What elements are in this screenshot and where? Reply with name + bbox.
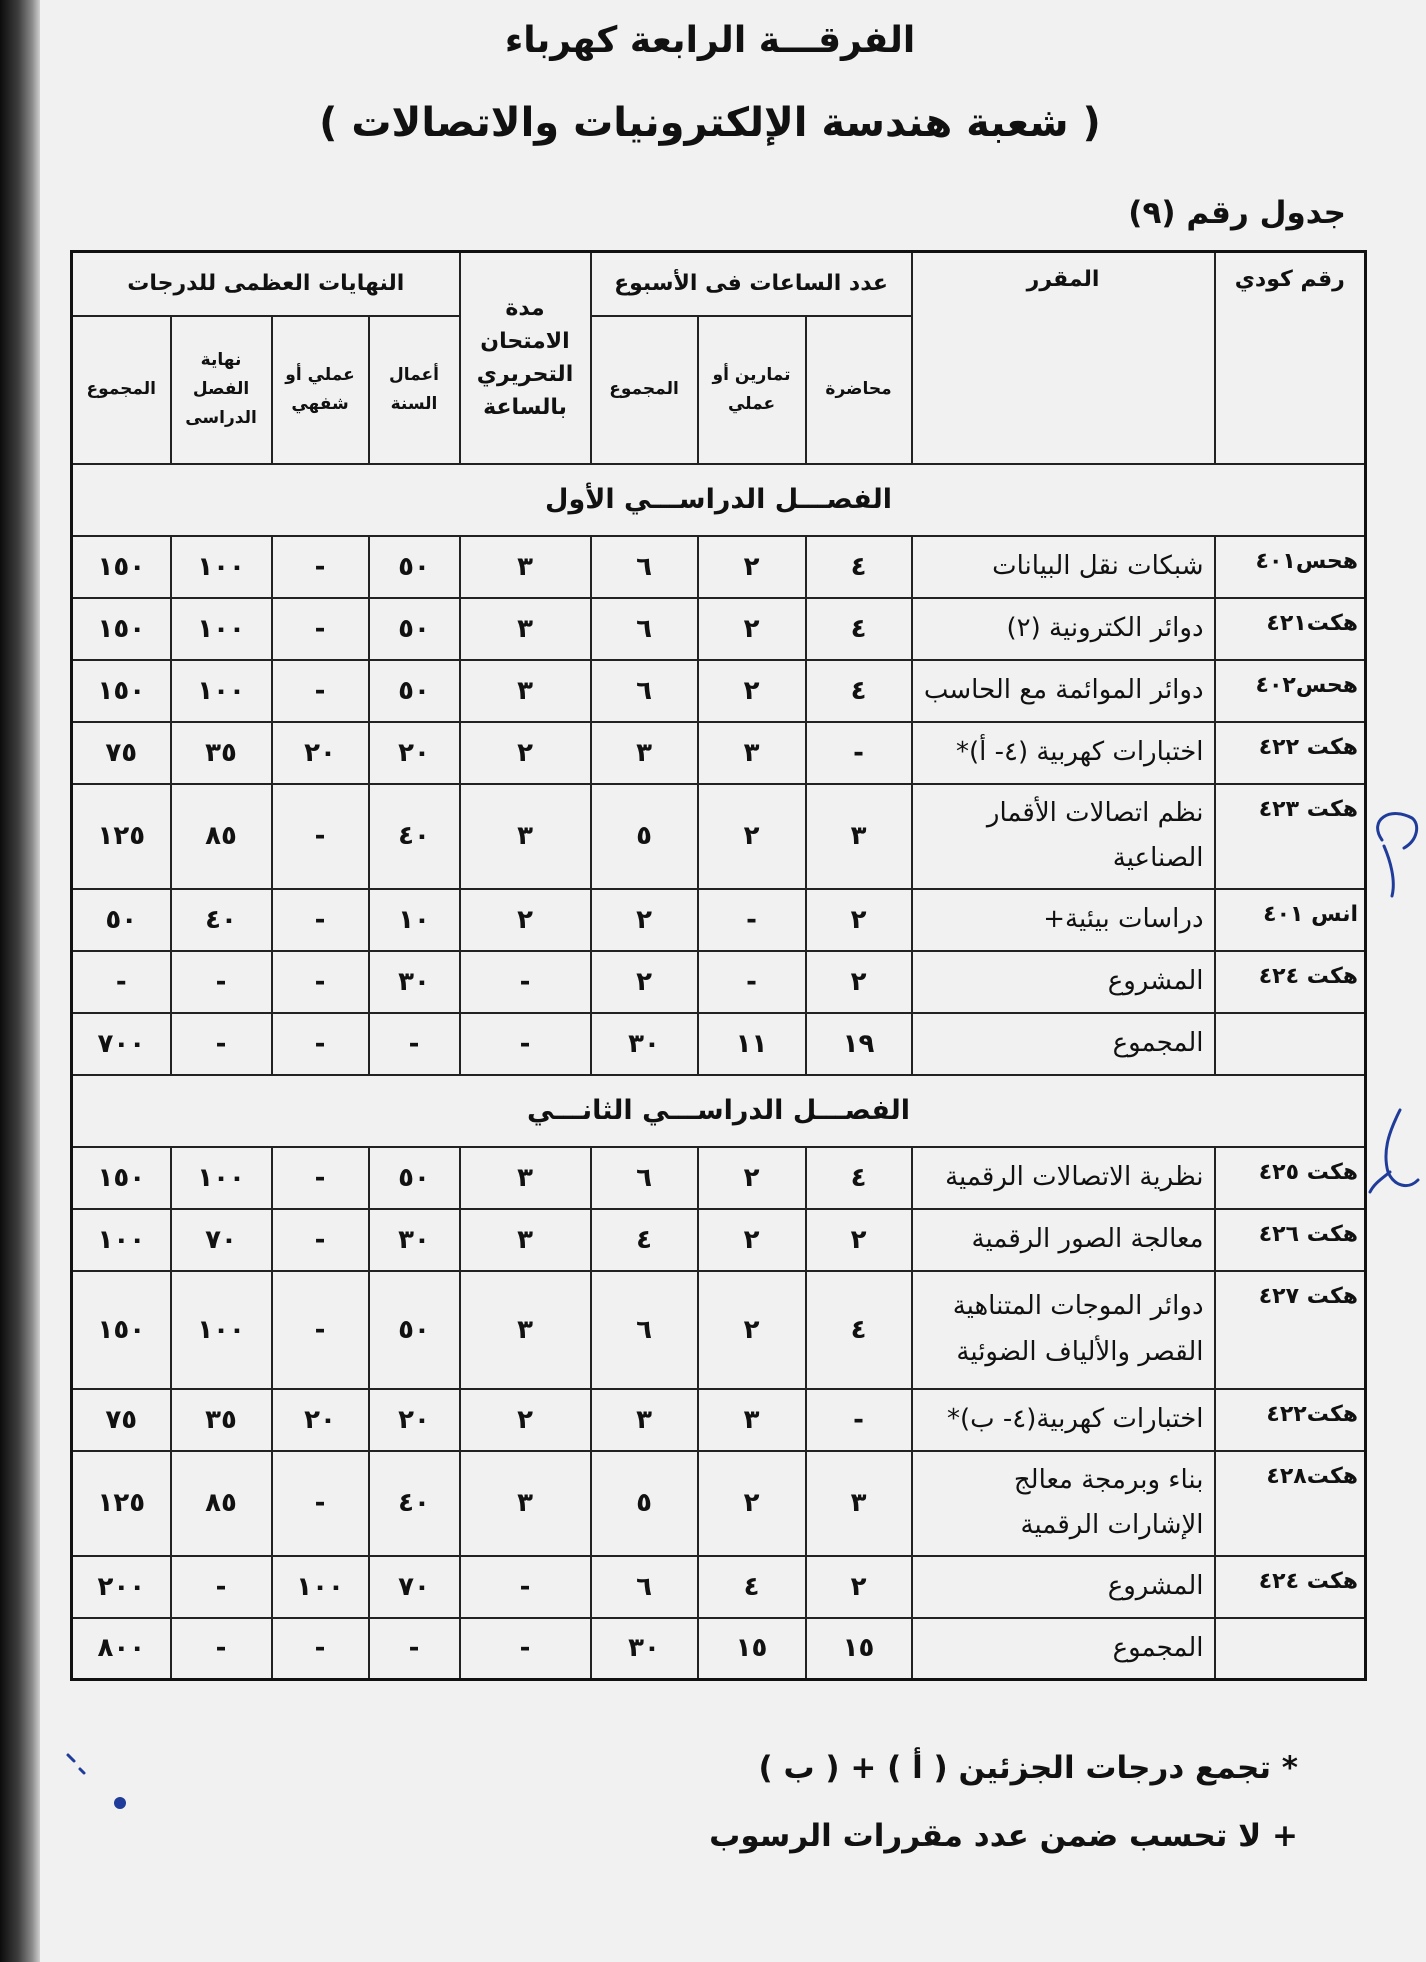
total-grade: ٥٠ bbox=[72, 889, 171, 951]
year-work-grade: ٢٠ bbox=[369, 722, 460, 784]
total-hours: ٤ bbox=[591, 1209, 698, 1271]
total-hours: ٦ bbox=[591, 1556, 698, 1618]
total-grade: ١٥٠ bbox=[72, 536, 171, 598]
total-grade: ١٢٥ bbox=[72, 1451, 171, 1556]
lecture-hours: ٤ bbox=[806, 598, 912, 660]
course-code: هكت ٤٢٧ bbox=[1215, 1271, 1366, 1389]
course-code: هكت ٤٢٢ bbox=[1215, 722, 1366, 784]
header-lecture: محاضرة bbox=[806, 316, 912, 464]
course-name: بناء وبرمجة معالج الإشارات الرقمية bbox=[912, 1451, 1215, 1556]
course-name: دوائر الموجات المتناهية القصر والألياف الضوئية bbox=[912, 1271, 1215, 1389]
exam-duration: ٢ bbox=[460, 722, 591, 784]
exam-duration: ٣ bbox=[460, 660, 591, 722]
total-grade: ١٥٠ bbox=[72, 1271, 171, 1389]
year-work-grade: ٥٠ bbox=[369, 598, 460, 660]
course-name: نظرية الاتصالات الرقمية bbox=[912, 1147, 1215, 1209]
semester1-heading: الفصـــل الدراســـي الأول bbox=[72, 464, 1366, 536]
exam-duration: - bbox=[460, 1556, 591, 1618]
table-row bbox=[72, 1556, 1366, 1618]
courses-table bbox=[70, 250, 1367, 1681]
table-row bbox=[72, 1209, 1366, 1271]
course-code: هكت ٤٢٥ bbox=[1215, 1147, 1366, 1209]
course-name: نظم اتصالات الأقمار الصناعية bbox=[912, 784, 1215, 889]
lecture-hours: ١٥ bbox=[806, 1618, 912, 1680]
exercise-hours: ٢ bbox=[698, 1209, 806, 1271]
practical-grade: - bbox=[272, 784, 369, 889]
table-row bbox=[72, 1451, 1366, 1556]
course-name: دراسات بيئية+ bbox=[912, 889, 1215, 951]
exercise-hours: ٢ bbox=[698, 1451, 806, 1556]
header-grades-group: النهايات العظمى للدرجات bbox=[72, 252, 460, 316]
total-grade: ٧٠٠ bbox=[72, 1013, 171, 1075]
lecture-hours: ٢ bbox=[806, 889, 912, 951]
total-grade: ١٥٠ bbox=[72, 1147, 171, 1209]
semester2-sum-row bbox=[72, 1618, 1366, 1680]
total-grade: ٨٠٠ bbox=[72, 1618, 171, 1680]
table-row bbox=[72, 1147, 1366, 1209]
total-hours: ٢ bbox=[591, 951, 698, 1013]
table-row bbox=[72, 951, 1366, 1013]
end-term-grade: ٣٥ bbox=[171, 722, 272, 784]
course-code: انس ٤٠١ bbox=[1215, 889, 1366, 951]
year-work-grade: ٣٠ bbox=[369, 951, 460, 1013]
course-name: المشروع bbox=[912, 951, 1215, 1013]
semester2-heading: الفصـــل الدراســـي الثانـــي bbox=[72, 1075, 1366, 1147]
book-spine-shadow bbox=[0, 0, 40, 1962]
total-grade: ٧٥ bbox=[72, 722, 171, 784]
total-hours: ٦ bbox=[591, 536, 698, 598]
exam-duration: ٣ bbox=[460, 1147, 591, 1209]
total-hours: ٦ bbox=[591, 1147, 698, 1209]
year-work-grade: ١٠ bbox=[369, 889, 460, 951]
lecture-hours: ٢ bbox=[806, 1209, 912, 1271]
course-code bbox=[1215, 1618, 1366, 1680]
header-exercises: تمارين أو عملي bbox=[698, 316, 806, 464]
course-code: هكت٤٢٢ bbox=[1215, 1389, 1366, 1451]
total-grade: ١٥٠ bbox=[72, 598, 171, 660]
end-term-grade: - bbox=[171, 951, 272, 1013]
practical-grade: - bbox=[272, 598, 369, 660]
exam-duration: ٣ bbox=[460, 1451, 591, 1556]
exercise-hours: ١١ bbox=[698, 1013, 806, 1075]
total-hours: ٥ bbox=[591, 784, 698, 889]
practical-grade: - bbox=[272, 1618, 369, 1680]
end-term-grade: ١٠٠ bbox=[171, 1271, 272, 1389]
total-hours: ٦ bbox=[591, 1271, 698, 1389]
footnote-asterisk: * تجمع درجات الجزئين ( أ ) + ( ب ) bbox=[758, 1750, 1298, 1786]
end-term-grade: ١٠٠ bbox=[171, 598, 272, 660]
header-year-work: أعمال السنة bbox=[369, 316, 460, 464]
exercise-hours: ١٥ bbox=[698, 1618, 806, 1680]
page-title: الفرقـــة الرابعة كهرباء bbox=[504, 20, 916, 61]
end-term-grade: ٨٥ bbox=[171, 784, 272, 889]
course-code bbox=[1215, 1013, 1366, 1075]
course-code: هكت٤٢٨ bbox=[1215, 1451, 1366, 1556]
total-hours: ٣٠ bbox=[591, 1013, 698, 1075]
end-term-grade: ٤٠ bbox=[171, 889, 272, 951]
header-hours-total: المجموع bbox=[591, 316, 698, 464]
total-hours: ٣ bbox=[591, 722, 698, 784]
total-hours: ٣٠ bbox=[591, 1618, 698, 1680]
exercise-hours: ٢ bbox=[698, 660, 806, 722]
lecture-hours: ١٩ bbox=[806, 1013, 912, 1075]
sum-label: المجموع bbox=[912, 1618, 1215, 1680]
total-hours: ٦ bbox=[591, 660, 698, 722]
exam-duration: ٣ bbox=[460, 784, 591, 889]
lecture-hours: ٢ bbox=[806, 951, 912, 1013]
practical-grade: - bbox=[272, 1013, 369, 1075]
table-row bbox=[72, 1389, 1366, 1451]
lecture-hours: - bbox=[806, 722, 912, 784]
course-name: شبكات نقل البيانات bbox=[912, 536, 1215, 598]
exercise-hours: ٢ bbox=[698, 536, 806, 598]
total-grade: ١٢٥ bbox=[72, 784, 171, 889]
exercise-hours: ٢ bbox=[698, 1271, 806, 1389]
year-work-grade: - bbox=[369, 1013, 460, 1075]
exercise-hours: ٣ bbox=[698, 722, 806, 784]
practical-grade: - bbox=[272, 1209, 369, 1271]
exam-duration: - bbox=[460, 1618, 591, 1680]
year-work-grade: ٧٠ bbox=[369, 1556, 460, 1618]
exam-duration: ٣ bbox=[460, 536, 591, 598]
year-work-grade: ٥٠ bbox=[369, 536, 460, 598]
year-work-grade: ٤٠ bbox=[369, 1451, 460, 1556]
exam-duration: ٣ bbox=[460, 598, 591, 660]
header-grades-total: المجموع bbox=[72, 316, 171, 464]
table-number: جدول رقم (٩) bbox=[1128, 195, 1346, 231]
practical-grade: ٢٠ bbox=[272, 1389, 369, 1451]
year-work-grade: ٤٠ bbox=[369, 784, 460, 889]
total-grade: ٧٥ bbox=[72, 1389, 171, 1451]
header-exam-duration: مدة الامتحان التحريري بالساعة bbox=[460, 252, 591, 464]
footnote-plus: + لا تحسب ضمن عدد مقررات الرسوب bbox=[709, 1818, 1298, 1854]
course-code: هحس٤٠٢ bbox=[1215, 660, 1366, 722]
practical-grade: - bbox=[272, 889, 369, 951]
course-name: دوائر الموائمة مع الحاسب bbox=[912, 660, 1215, 722]
table-row bbox=[72, 660, 1366, 722]
course-name: اختبارات كهربية (٤- أ)* bbox=[912, 722, 1215, 784]
header-course: المقرر bbox=[912, 252, 1215, 464]
exercise-hours: ٢ bbox=[698, 784, 806, 889]
year-work-grade: ٣٠ bbox=[369, 1209, 460, 1271]
pen-dot-icon bbox=[60, 1745, 140, 1825]
exercise-hours: ٢ bbox=[698, 1147, 806, 1209]
exam-duration: ٢ bbox=[460, 889, 591, 951]
table-row bbox=[72, 889, 1366, 951]
course-code: هكت ٤٢٤ bbox=[1215, 1556, 1366, 1618]
lecture-hours: - bbox=[806, 1389, 912, 1451]
total-hours: ٥ bbox=[591, 1451, 698, 1556]
pen-mark-icon bbox=[1360, 800, 1426, 1220]
end-term-grade: - bbox=[171, 1618, 272, 1680]
exercise-hours: - bbox=[698, 951, 806, 1013]
table-row bbox=[72, 784, 1366, 889]
semester1-sum-row bbox=[72, 1013, 1366, 1075]
page-subtitle: ( شعبة هندسة الإلكترونيات والاتصالات ) bbox=[319, 100, 1101, 146]
end-term-grade: ١٠٠ bbox=[171, 536, 272, 598]
exam-duration: - bbox=[460, 951, 591, 1013]
total-hours: ٢ bbox=[591, 889, 698, 951]
practical-grade: ١٠٠ bbox=[272, 1556, 369, 1618]
course-name: معالجة الصور الرقمية bbox=[912, 1209, 1215, 1271]
header-code: رقم كودي bbox=[1215, 252, 1366, 464]
table-row bbox=[72, 1271, 1366, 1389]
lecture-hours: ٤ bbox=[806, 660, 912, 722]
end-term-grade: ١٠٠ bbox=[171, 1147, 272, 1209]
year-work-grade: ٥٠ bbox=[369, 660, 460, 722]
lecture-hours: ٤ bbox=[806, 536, 912, 598]
end-term-grade: ١٠٠ bbox=[171, 660, 272, 722]
practical-grade: - bbox=[272, 1451, 369, 1556]
end-term-grade: ٧٠ bbox=[171, 1209, 272, 1271]
exam-duration: - bbox=[460, 1013, 591, 1075]
year-work-grade: ٥٠ bbox=[369, 1271, 460, 1389]
exam-duration: ٣ bbox=[460, 1209, 591, 1271]
practical-grade: - bbox=[272, 951, 369, 1013]
year-work-grade: ٢٠ bbox=[369, 1389, 460, 1451]
course-code: هكت٤٢١ bbox=[1215, 598, 1366, 660]
total-grade: ١٥٠ bbox=[72, 660, 171, 722]
end-term-grade: - bbox=[171, 1556, 272, 1618]
practical-grade: ٢٠ bbox=[272, 722, 369, 784]
practical-grade: - bbox=[272, 660, 369, 722]
lecture-hours: ٣ bbox=[806, 1451, 912, 1556]
course-code: هكت ٤٢٣ bbox=[1215, 784, 1366, 889]
practical-grade: - bbox=[272, 1147, 369, 1209]
course-name: دوائر الكترونية (٢) bbox=[912, 598, 1215, 660]
sum-label: المجموع bbox=[912, 1013, 1215, 1075]
course-code: هحس٤٠١ bbox=[1215, 536, 1366, 598]
total-grade: ١٠٠ bbox=[72, 1209, 171, 1271]
lecture-hours: ٣ bbox=[806, 784, 912, 889]
header-end-of-term: نهاية الفصل الدراسى bbox=[171, 316, 272, 464]
table-row bbox=[72, 598, 1366, 660]
course-code: هكت ٤٢٦ bbox=[1215, 1209, 1366, 1271]
end-term-grade: ٣٥ bbox=[171, 1389, 272, 1451]
exam-duration: ٣ bbox=[460, 1271, 591, 1389]
practical-grade: - bbox=[272, 536, 369, 598]
total-hours: ٣ bbox=[591, 1389, 698, 1451]
exam-duration: ٢ bbox=[460, 1389, 591, 1451]
table-row bbox=[72, 722, 1366, 784]
end-term-grade: - bbox=[171, 1013, 272, 1075]
total-grade: ٢٠٠ bbox=[72, 1556, 171, 1618]
header-hours-group: عدد الساعات فى الأسبوع bbox=[591, 252, 912, 316]
header-practical-oral: عملي أو شفهي bbox=[272, 316, 369, 464]
exercise-hours: ٣ bbox=[698, 1389, 806, 1451]
exercise-hours: ٢ bbox=[698, 598, 806, 660]
lecture-hours: ٢ bbox=[806, 1556, 912, 1618]
course-name: المشروع bbox=[912, 1556, 1215, 1618]
total-hours: ٦ bbox=[591, 598, 698, 660]
end-term-grade: ٨٥ bbox=[171, 1451, 272, 1556]
table-row bbox=[72, 536, 1366, 598]
course-code: هكت ٤٢٤ bbox=[1215, 951, 1366, 1013]
lecture-hours: ٤ bbox=[806, 1147, 912, 1209]
year-work-grade: ٥٠ bbox=[369, 1147, 460, 1209]
year-work-grade: - bbox=[369, 1618, 460, 1680]
practical-grade: - bbox=[272, 1271, 369, 1389]
lecture-hours: ٤ bbox=[806, 1271, 912, 1389]
exercise-hours: ٤ bbox=[698, 1556, 806, 1618]
course-name: اختبارات كهربية(٤- ب)* bbox=[912, 1389, 1215, 1451]
exercise-hours: - bbox=[698, 889, 806, 951]
total-grade: - bbox=[72, 951, 171, 1013]
